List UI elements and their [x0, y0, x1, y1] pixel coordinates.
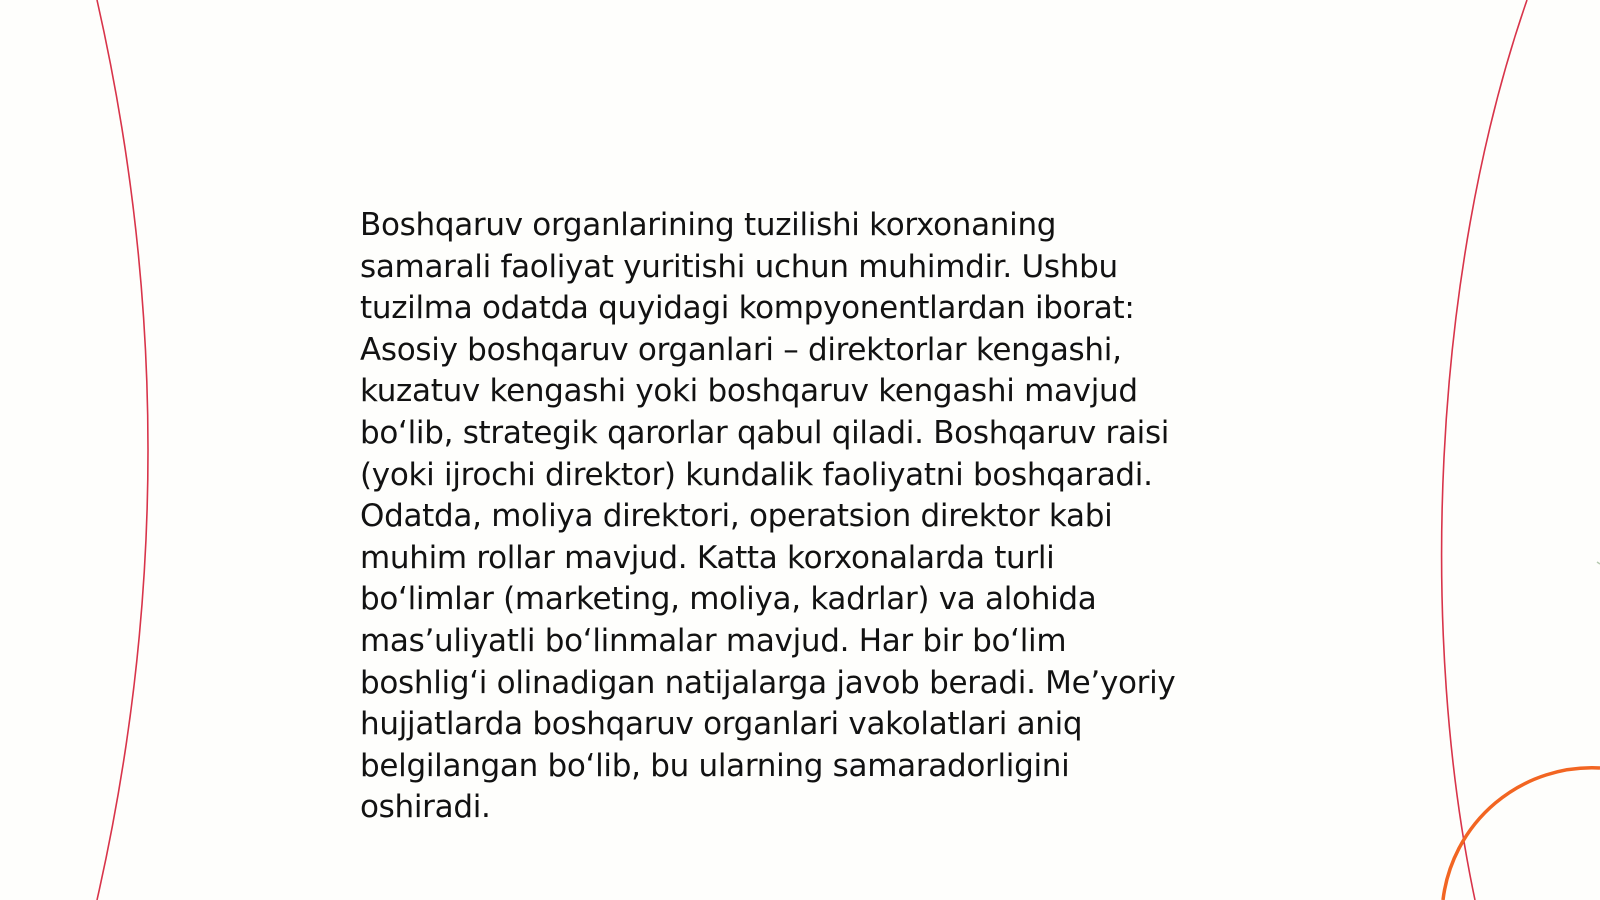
slide-body-text: Boshqaruv organlarining tuzilishi korxonaning samarali faoliyat yuritishi uchun muhimdir. Ushbu tuzilma odatda quyidagi kompyonentlardan iborat: Asosiy boshqaruv organlari – direktorlar kengashi, kuzatuv kengashi yoki boshqaruv kengashi mavjud bo‘lib, strategik qarorlar qabul qiladi. Boshqaruv raisi (yoki ijrochi direktor) kundalik faoliyatni boshqaradi. Odatda, moliya direktori, operatsion direktor kabi muhim rollar mavjud. Katta korxonalarda turli bo‘limlar (marketing, moliya, kadrlar) va alohida mas’uliyatli bo‘linmalar mavjud. Har bir bo‘lim boshlig‘i olinadigan natijalarga javob beradi. Me’yoriy hujjatlarda boshqaruv organlari vakolatlari aniq belgilangan bo‘lib, bu ularning samaradorligini oshiradi.: [360, 207, 1176, 826]
left-arc-line: [97, 0, 148, 900]
orange-circle-arc: [1443, 768, 1600, 900]
right-arc-line: [1442, 0, 1527, 900]
